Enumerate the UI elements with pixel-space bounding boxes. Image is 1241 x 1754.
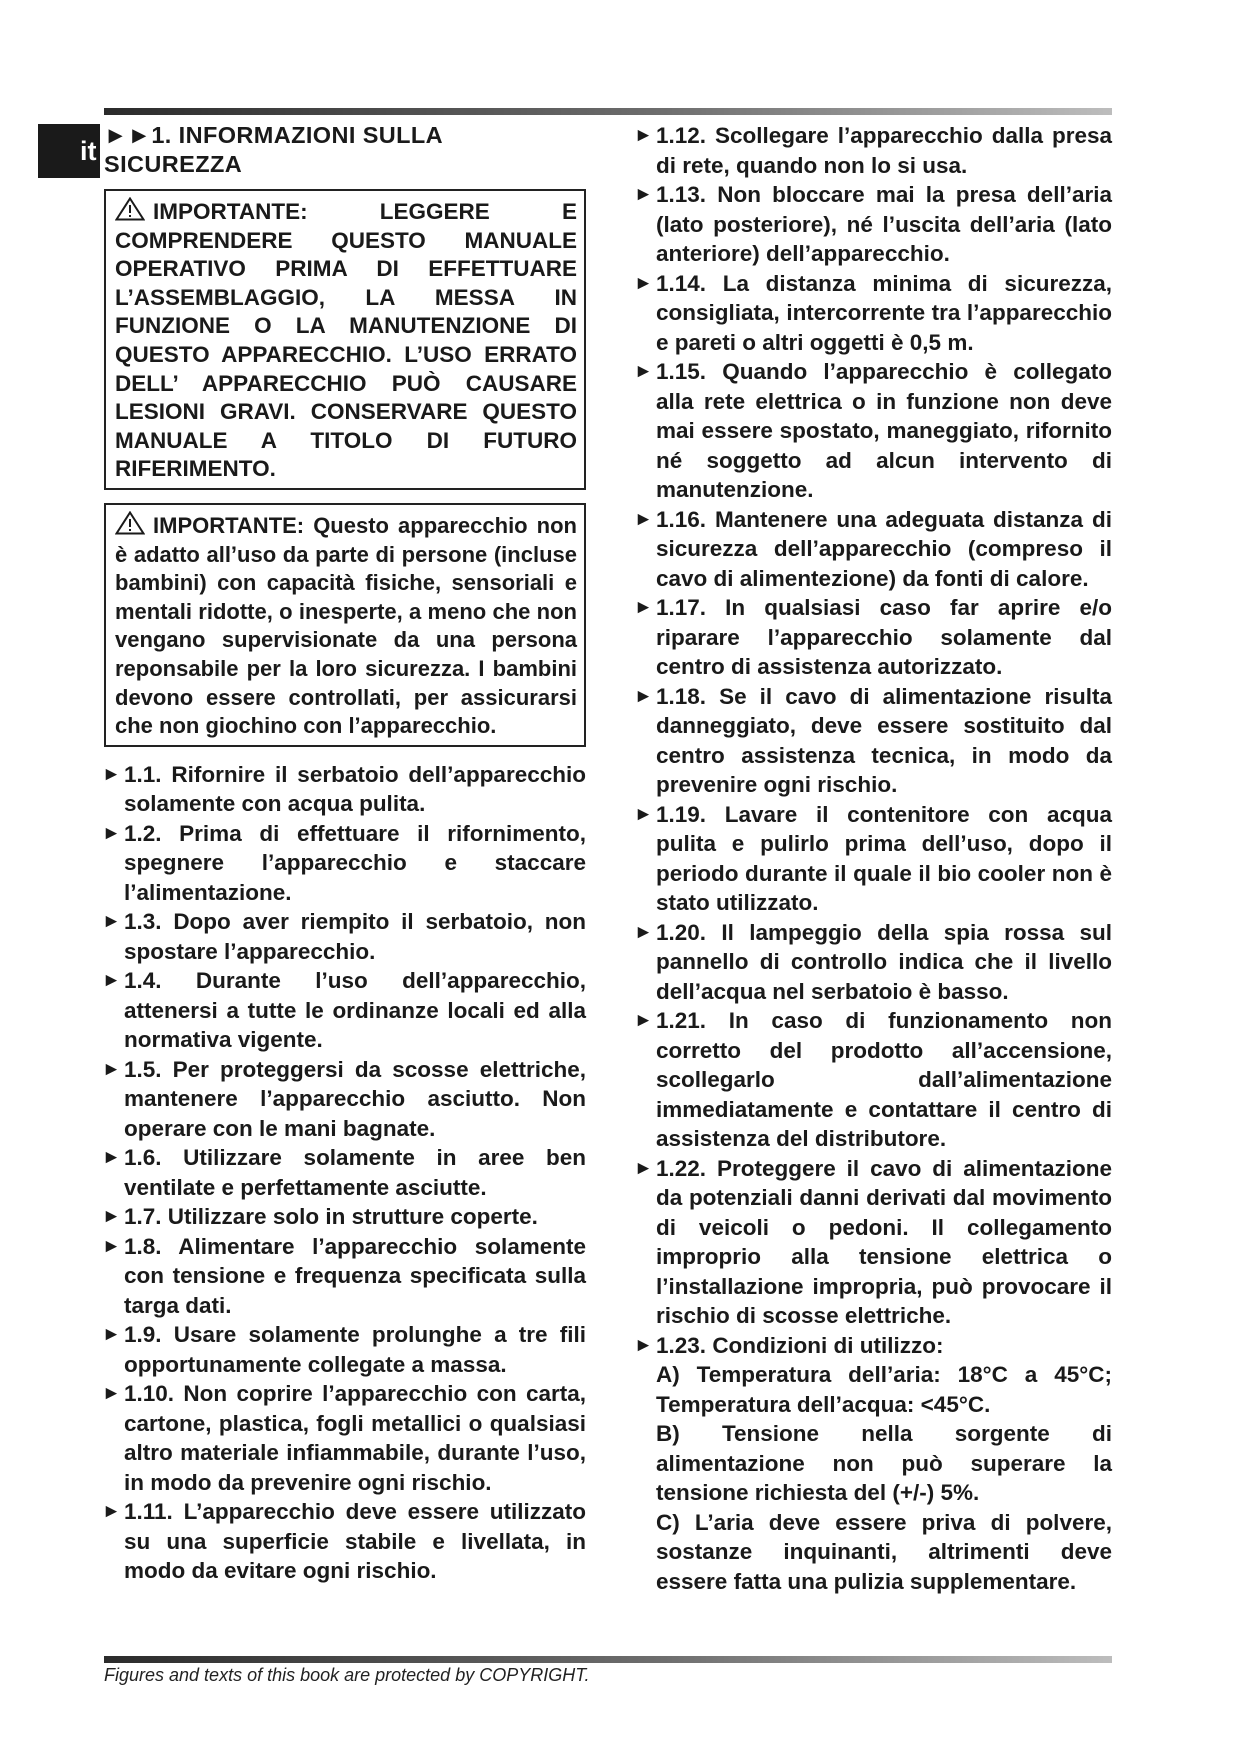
condition-item: C) L’aria deve essere priva di polvere, sostanze inquinanti, altrimenti deve essere fatta una pulizia supplementare. (656, 1509, 1112, 1594)
item-number: ► 1.13. (656, 182, 706, 207)
item-text: Per proteggersi da scosse elettriche, mantenere l’apparecchio asciutto. Non operare con le mani bagnate. (124, 1056, 586, 1141)
item-number: ► 1.2. (124, 821, 162, 846)
safety-item (636, 1331, 1112, 1361)
warning-text: LEGGERE E COMPRENDERE QUESTO MANUALE OPERATIVO PRIMA DI EFFETTUARE L’ASSEMBLAGGIO, LA MESSA IN FUNZIONE O LA MANUTENZIONE DI QUESTO APPARECCHIO. L’USO ERRATO DELL’ APPARECCHIO PUÒ CAUSARE LESIONI GRAVI. CONSERVARE QUESTO MANUALE A TITOLO DI FUTURO RIFERIMENTO. (115, 199, 577, 482)
safety-item (636, 269, 1112, 358)
item-text: Lavare il contenitore con acqua pulita e pulirlo prima dell’uso, dopo il periodo durante il quale il bio cooler non è stato utilizzato. (656, 801, 1112, 915)
item-number: ► 1.7. (124, 1204, 162, 1229)
left-column (104, 121, 586, 1586)
item-text: Usare solamente prolunghe a tre fili opportunamente collegate a massa. (124, 1322, 586, 1377)
item-text: Il lampeggio della spia rossa sul pannello di controllo indica che il livello dell’acqua nel serbatoio è basso. (656, 919, 1112, 1004)
item-text: Durante l’uso dell’apparecchio, attenersi a tutte le ordinanze locali ed alla normativa vigente. (124, 968, 586, 1053)
safety-item (104, 966, 586, 1055)
safety-item (636, 800, 1112, 918)
safety-item (636, 918, 1112, 1007)
safety-item (636, 121, 1112, 180)
item-text: Non bloccare mai la presa dell’aria (lato posteriore), né l’uscita dell’aria (lato anteriore) dell’apparecchio. (656, 182, 1112, 266)
item-text: La distanza minima di sicurezza, consigliata, intercorrente tra l’apparecchio e pareti o altri oggetti è 0,5 m. (656, 270, 1112, 355)
item-text: Mantenere una adeguata distanza di sicurezza dell’apparecchio (compreso il cavo di alimentezione) da fonti di calore. (656, 506, 1112, 591)
item-number: ► 1.16. (656, 507, 706, 532)
item-text: Rifornire il serbatoio dell’apparecchio solamente con acqua pulita. (124, 761, 586, 817)
item-text: Non coprire l’apparecchio con carta, cartone, plastica, fogli metallici o qualsiasi altro materiale infiammabile, durante l’uso, in modo da prevenire ogni rischio. (124, 1381, 586, 1495)
safety-item (104, 1232, 586, 1321)
item-text: Scollegare l’apparecchio dalla presa di rete, quando non lo si usa. (656, 123, 1112, 178)
item-number: ► 1.21. (656, 1008, 706, 1033)
safety-item (636, 180, 1112, 269)
item-text: In qualsiasi caso far aprire e/o riparare l’apparecchio solamente dal centro di assistenza autorizzato. (656, 595, 1112, 679)
item-number: ► 1.4. (124, 968, 162, 993)
safety-item (636, 357, 1112, 505)
item-number: ► 1.5. (124, 1057, 162, 1082)
item-number: ► 1.12. (656, 123, 706, 148)
item-text: Prima di effettuare il rifornimento, spegnere l’apparecchio e staccare l’alimentazione. (124, 820, 586, 905)
safety-item (104, 1497, 586, 1586)
safety-item (636, 1006, 1112, 1154)
item-text: Se il cavo di alimentazione risulta danneggiato, deve essere sostituito dal centro assistenza tecnica, in modo da prevenire ogni rischio. (656, 683, 1112, 797)
item-number: ► 1.19. (656, 802, 706, 827)
item-number: ► 1.17. (656, 595, 706, 620)
copyright-footer: Figures and texts of this book are protected by COPYRIGHT. (104, 1665, 590, 1685)
item-text: L’apparecchio deve essere utilizzato su una superficie stabile e livellata, in modo da evitare ogni rischio. (124, 1499, 586, 1584)
item-number: ► 1.11. (124, 1499, 173, 1524)
safety-item (104, 1055, 586, 1144)
section-title: ►►1. INFORMAZIONI SULLA SICUREZZA (104, 122, 443, 177)
item-text: Quando l’apparecchio è collegato alla rete elettrica o in funzione non deve mai essere spostato, maneggiato, rifornito né soggetto ad alcun intervento di manutenzione. (656, 359, 1112, 502)
safety-item (104, 1202, 586, 1232)
safety-item (104, 1379, 586, 1497)
safety-item (104, 819, 586, 908)
right-column (636, 121, 1112, 1596)
safety-item (104, 760, 586, 819)
item-number: ► 1.9. (124, 1322, 162, 1347)
item-text: Dopo aver riempito il serbatoio, non spostare l’apparecchio. (124, 909, 586, 964)
warning-box-manual (104, 189, 586, 490)
item-number: ► 1.18. (656, 684, 706, 709)
footer-rule (104, 1656, 1112, 1663)
warning-box-persons (104, 503, 586, 747)
item-text: Utilizzare solamente in aree ben ventilate e perfettamente asciutte. (124, 1145, 586, 1200)
warning-triangle-icon (115, 197, 145, 221)
item-number: ► 1.3. (124, 909, 162, 934)
safety-item (636, 682, 1112, 800)
item-text: Condizioni di utilizzo: (712, 1332, 944, 1358)
item-text: Alimentare l’apparecchio solamente con tensione e frequenza specificata sulla targa dati. (124, 1233, 586, 1318)
language-tab (38, 124, 100, 178)
item-number: ► 1.23. (656, 1333, 706, 1358)
item-number: ► 1.20. (656, 920, 706, 945)
language-code: it (80, 136, 97, 166)
condition-item: A) Temperatura dell’aria: 18°C a 45°C; Temperatura dell’acqua: <45°C. (656, 1362, 1112, 1417)
safety-item (636, 505, 1112, 594)
header-rule (104, 108, 1112, 115)
item-number: ► 1.15. (656, 359, 706, 384)
safety-item (104, 907, 586, 966)
item-text: Proteggere il cavo di alimentazione da potenziali danni derivati dal movimento di veicoli o pedoni. Il collegamento improprio alla tensione elettrica o l’installazione impropria, può provocare il rischio di scosse elettriche. (656, 1155, 1112, 1328)
item-number: ► 1.8. (124, 1234, 162, 1259)
warning-label: IMPORTANTE: (153, 199, 308, 224)
safety-item (104, 1143, 586, 1202)
warning-text: Questo apparecchio non è adatto all’uso da parte di persone (incluse bambini) con capacità fisiche, sensoriali e mentali ridotte, o inesperte, a meno che non vengano supervisionate da una persona reponsabile per la loro sicurezza. I bambini devono essere controllati, per assicurarsi che non giochino con l’apparecchio. (115, 512, 577, 739)
item-number: ► 1.14. (656, 271, 706, 296)
safety-item (636, 1154, 1112, 1331)
item-text: Utilizzare solo in strutture coperte. (167, 1204, 538, 1230)
item-text: In caso di funzionamento non corretto del prodotto all’accensione, scollegarlo dall’alimentazione immediatamente e contattare il centro di assistenza del distributore. (656, 1008, 1112, 1151)
item-number: ► 1.6. (124, 1145, 162, 1170)
item-number: ► 1.1. (124, 762, 162, 787)
condition-item: B) Tensione nella sorgente di alimentazione non può superare la tensione richiesta del (+/-) 5%. (656, 1421, 1112, 1505)
item-number: ► 1.10. (124, 1381, 174, 1406)
warning-label: IMPORTANTE: (153, 512, 305, 538)
safety-item (636, 593, 1112, 682)
safety-item (104, 1320, 586, 1379)
warning-triangle-icon (115, 511, 145, 535)
item-number: ► 1.22. (656, 1156, 706, 1181)
